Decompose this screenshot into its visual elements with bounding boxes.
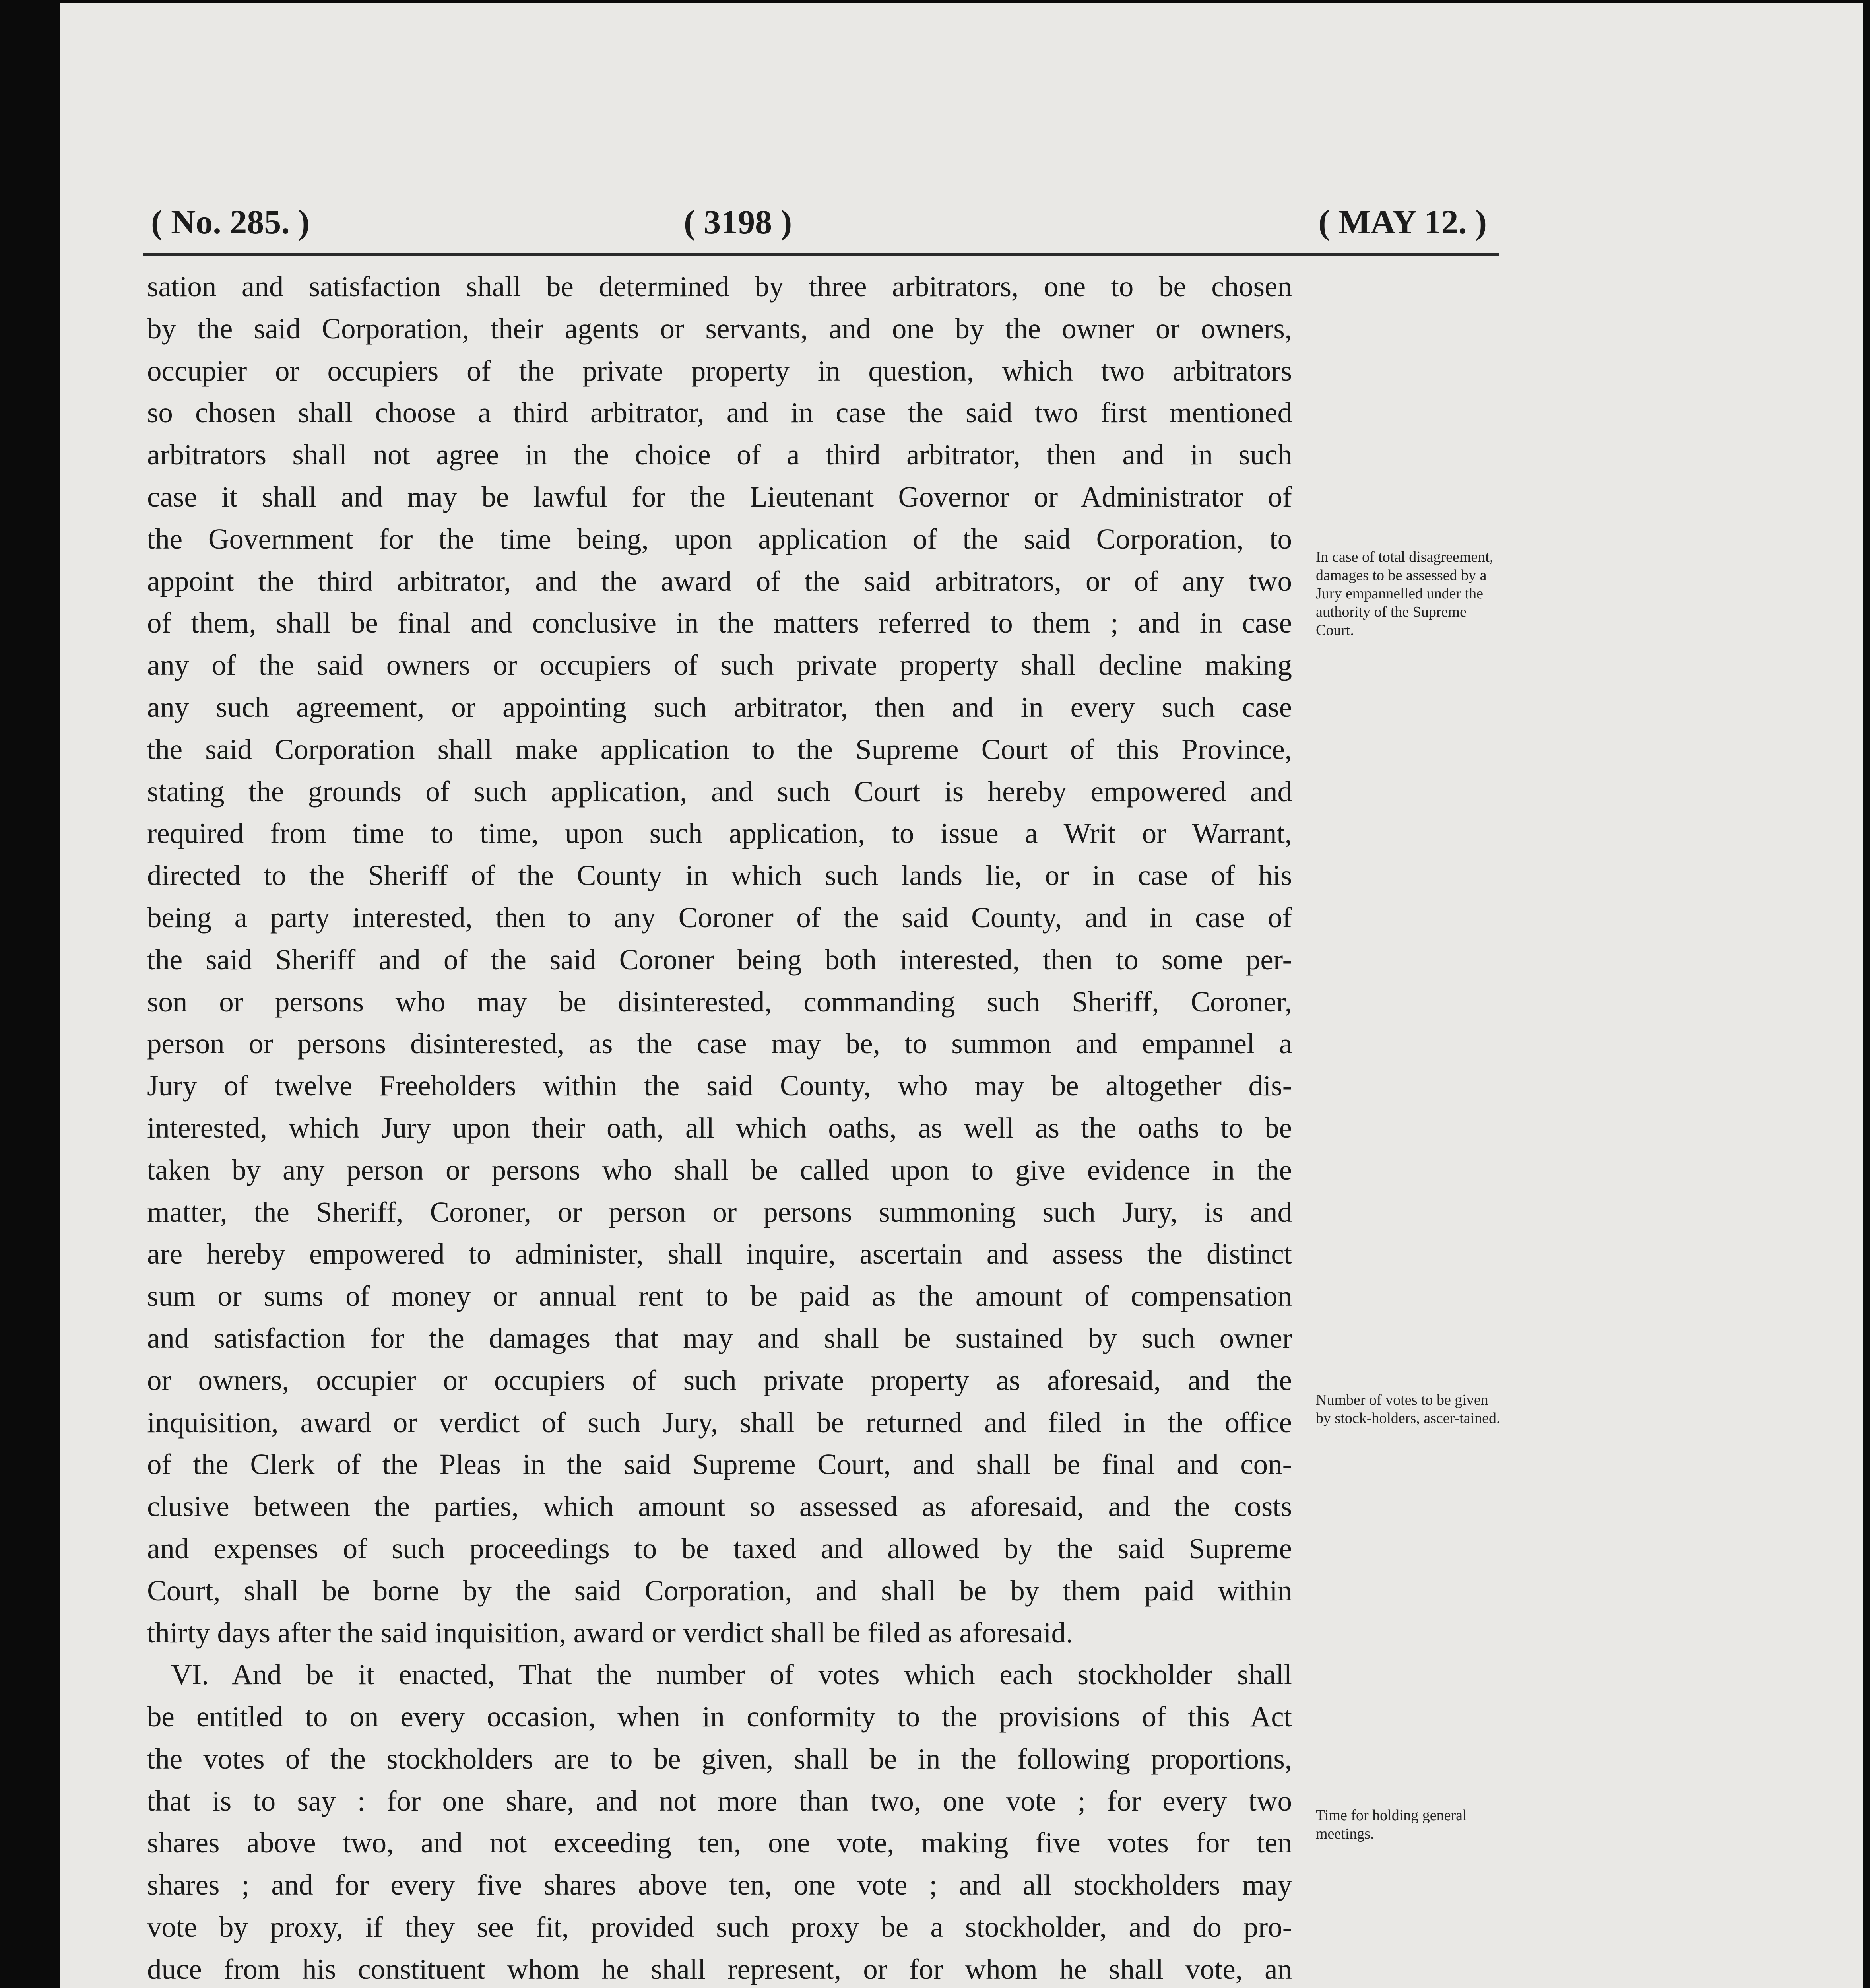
text-line: required from time to time, upon such application, to issue a Writ or Warrant, [147, 817, 1292, 850]
text-line: stating the grounds of such application, and such Court is hereby empowered and [147, 775, 1292, 808]
text-line: be entitled to on every occasion, when in conformity to the provisions of this Act [147, 1701, 1292, 1733]
text-line: that is to say : for one share, and not more than two, one vote ; for every two [147, 1784, 1292, 1817]
act-text [147, 266, 1292, 1988]
text-line: Court, shall be borne by the said Corporation, and shall be by them paid within [147, 1574, 1292, 1607]
text-line: the said Sheriff and of the said Coroner being both interested, then to some per- [147, 943, 1292, 976]
text-line: the said Corporation shall make application to the Supreme Court of this Province, [147, 733, 1292, 765]
header-rule [143, 253, 1499, 256]
text-line: any of the said owners or occupiers of such private property shall decline making [147, 649, 1292, 681]
page-number: ( 3198 ) [684, 203, 792, 241]
text-line: taken by any person or persons who shall be called upon to give evidence in the [147, 1153, 1292, 1186]
act-date: ( MAY 12. ) [1318, 203, 1487, 241]
text-line: clusive between the parties, which amount so assessed as aforesaid, and the costs [147, 1490, 1292, 1523]
text-line: shares above two, and not exceeding ten, one vote, making five votes for ten [147, 1827, 1292, 1859]
text-line: by the said Corporation, their agents or servants, and one by the owner or owners, [147, 312, 1292, 345]
text-line: appoint the third arbitrator, and the award of the said arbitrators, or of any two [147, 565, 1292, 597]
text-line: interested, which Jury upon their oath, all which oaths, as well as the oaths to be [147, 1111, 1292, 1144]
text-line: of them, shall be final and conclusive in the matters referred to them ; and in case [147, 607, 1292, 639]
text-line: the Government for the time being, upon application of the said Corporation, to [147, 522, 1292, 555]
text-line: vote by proxy, if they see fit, provided such proxy be a stockholder, and do pro- [147, 1911, 1292, 1943]
text-line: any such agreement, or appointing such arbitrator, then and in every such case [147, 691, 1292, 723]
text-line: inquisition, award or verdict of such Jury, shall be returned and filed in the office [147, 1406, 1292, 1439]
text-line: or owners, occupier or occupiers of such private property as aforesaid, and the [147, 1364, 1292, 1396]
text-line: so chosen shall choose a third arbitrator, and in case the said two first mentioned [147, 396, 1292, 429]
text-line: and expenses of such proceedings to be taxed and allowed by the said Supreme [147, 1532, 1292, 1565]
text-line: being a party interested, then to any Coroner of the said County, and in case of [147, 901, 1292, 934]
text-line: directed to the Sheriff of the County in which such lands lie, or in case of his [147, 859, 1292, 892]
text-line: matter, the Sheriff, Coroner, or person or persons summoning such Jury, is and [147, 1196, 1292, 1228]
text-line: thirty days after the said inquisition, award or verdict shall be filed as aforesaid. [147, 1616, 1073, 1649]
page-header [151, 202, 1519, 250]
margin-note-general-meetings: Time for holding general meetings. [1316, 1807, 1467, 1842]
text-line: occupier or occupiers of the private property in question, which two arbitrators [147, 354, 1292, 387]
text-line: sum or sums of money or annual rent to be paid as the amount of compensation [147, 1280, 1292, 1312]
text-line: and satisfaction for the damages that may and shall be sustained by such owner [147, 1322, 1292, 1354]
text-line: person or persons disinterested, as the case may be, to summon and empannel a [147, 1027, 1292, 1060]
text-line: case it shall and may be lawful for the Lieutenant Governor or Administrator of [147, 480, 1292, 513]
text-line: duce from his constituent whom he shall represent, or for whom he shall vote, an [147, 1953, 1292, 1985]
margin-note-votes: Number of votes to be given by stock-holders, ascer-tained. [1316, 1392, 1500, 1427]
text-line: son or persons who may be disinterested, commanding such Sheriff, Coroner, [147, 985, 1292, 1018]
text-line: are hereby empowered to administer, shall inquire, ascertain and assess the distinct [147, 1238, 1292, 1270]
text-line: shares ; and for every five shares above ten, one vote ; and all stockholders may [147, 1869, 1292, 1901]
text-line: VI. And be it enacted, That the number of votes which each stockholder shall [171, 1658, 1292, 1691]
text-line: Jury of twelve Freeholders within the said County, who may be altogether dis- [147, 1070, 1292, 1102]
document-page [60, 3, 1863, 1988]
act-number: ( No. 285. ) [151, 203, 310, 241]
text-line: arbitrators shall not agree in the choice of a third arbitrator, then and in such [147, 439, 1292, 471]
margin-note-jury: In case of total disagreement, damages to be assessed by a Jury empannelled under the authority of the Supreme Court. [1316, 549, 1494, 639]
text-line: sation and satisfaction shall be determined by three arbitrators, one to be chosen [147, 270, 1292, 303]
text-line: of the Clerk of the Pleas in the said Supreme Court, and shall be final and con- [147, 1448, 1292, 1481]
text-line: the votes of the stockholders are to be given, shall be in the following proportions, [147, 1742, 1292, 1775]
